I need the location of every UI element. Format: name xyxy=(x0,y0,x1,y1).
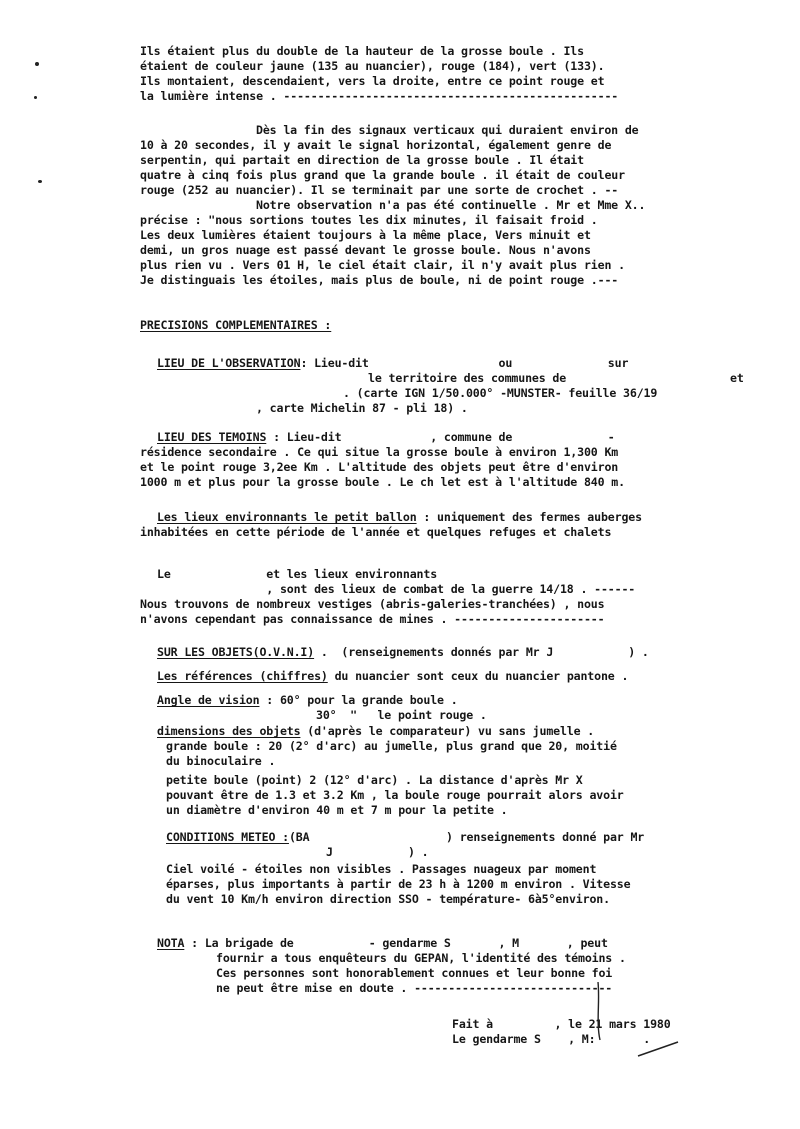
field-line-references xyxy=(157,669,628,683)
field-text: : Lieu-dit , commune de - xyxy=(266,430,615,444)
text-line: Notre observation n'a pas été continuelle . Mr et Mme X.. xyxy=(256,198,646,212)
text-line: un diamètre d'environ 40 m et 7 m pour la petite . xyxy=(166,803,508,817)
text-line: du vent 10 Km/h environ direction SSO - température- 6à5°environ. xyxy=(166,892,610,906)
field-heading: Angle de vision xyxy=(157,693,260,707)
field-line xyxy=(157,693,458,707)
signature-place-date: Fait à , le 21 mars 1980 xyxy=(452,1017,671,1031)
text-line: petite boule (point) 2 (12° d'arc) . La distance d'après Mr X xyxy=(166,773,583,787)
field-line xyxy=(157,724,594,738)
text-line: Le et les lieux environnants xyxy=(157,567,438,581)
text-line: Ils étaient plus du double de la hauteur de la grosse boule . Ils xyxy=(140,44,584,58)
text-line: , sont des lieux de combat de la guerre 14/18 . ------ xyxy=(157,582,636,596)
signature-name: Le gendarme S , M: . xyxy=(452,1032,651,1046)
field-line xyxy=(166,830,644,844)
text-line: demi, un gros nuage est passé devant le grosse boule. Nous n'avons xyxy=(140,243,591,257)
text-line: Dès la fin des signaux verticaux qui duraient environ de xyxy=(256,123,639,137)
text-line: grande boule : 20 (2° d'arc) au jumelle, plus grand que 20, moitié xyxy=(166,739,617,753)
text-line: Ils montaient, descendaient, vers la droite, entre ce point rouge et xyxy=(140,74,605,88)
text-line: inhabitées en cette période de l'année et quelques refuges et chalets xyxy=(140,525,612,539)
text-line: plus rien vu . Vers 01 H, le ciel était clair, il n'y avait plus rien . xyxy=(140,258,625,272)
text-line: le territoire des communes de et xyxy=(368,371,744,385)
field-line xyxy=(157,356,628,370)
field-heading: dimensions des objets xyxy=(157,724,301,738)
text-line: fournir a tous enquêteurs du GEPAN, l'identité des témoins . xyxy=(216,951,626,965)
field-heading: Les lieux environnants le petit ballon xyxy=(157,510,417,524)
margin-mark xyxy=(35,62,39,66)
section-title: PRECISIONS COMPLEMENTAIRES : xyxy=(140,318,332,332)
field-heading: LIEU DE L'OBSERVATION xyxy=(157,356,301,370)
text-line: n'avons cependant pas connaissance de mines . ---------------------- xyxy=(140,612,605,626)
text-line: 10 à 20 secondes, il y avait le signal horizontal, également genre de xyxy=(140,138,612,152)
text-line: Je distinguais les étoiles, mais plus de boule, ni de point rouge .--- xyxy=(140,273,619,287)
text-line: éparses, plus importants à partir de 23 h à 1200 m environ . Vitesse xyxy=(166,877,631,891)
text-line: 30° " le point rouge . xyxy=(316,708,487,722)
field-text: . (renseignements donnés par Mr J ) . xyxy=(314,645,649,659)
field-heading: CONDITIONS METEO : xyxy=(166,830,289,844)
margin-mark xyxy=(38,180,42,183)
field-text: : 60° pour la grande boule . xyxy=(259,693,458,707)
field-text: : uniquement des fermes auberges xyxy=(416,510,642,524)
field-line-objets xyxy=(157,645,649,659)
text-line: 1000 m et plus pour la grosse boule . Le ch let est à l'altitude 840 m. xyxy=(140,475,625,489)
text-line: Les deux lumières étaient toujours à la même place, Vers minuit et xyxy=(140,228,591,242)
text-line: et le point rouge 3,2ee Km . L'altitude des objets peut être d'environ xyxy=(140,460,619,474)
text-line: pouvant être de 1.3 et 3.2 Km , la boule rouge pourrait alors avoir xyxy=(166,788,624,802)
text-line: . (carte IGN 1/50.000° -MUNSTER- feuille 36/19 xyxy=(343,386,658,400)
text-line: quatre à cinq fois plus grand que la grande boule . il était de couleur xyxy=(140,168,625,182)
text-line: étaient de couleur jaune (135 au nuancier), rouge (184), vert (133). xyxy=(140,59,605,73)
field-text: : La brigade de - gendarme S , M , peut xyxy=(184,936,608,950)
text-line: rouge (252 au nuancier). Il se terminait par une sorte de crochet . -- xyxy=(140,183,619,197)
field-line xyxy=(157,430,615,444)
field-text: du nuancier sont ceux du nuancier pantone . xyxy=(327,669,629,683)
text-line: J ) . xyxy=(326,845,429,859)
text-line: , carte Michelin 87 - pli 18) . xyxy=(256,401,468,415)
field-heading: NOTA xyxy=(157,936,185,950)
field-line xyxy=(157,936,608,950)
text-line: Ciel voilé - étoiles non visibles . Passages nuageux par moment xyxy=(166,862,597,876)
text-line: ne peut être mise en doute . ----------------------------- xyxy=(216,981,613,995)
margin-mark xyxy=(34,96,37,99)
text-line: la lumière intense . ------------------------------------------------- xyxy=(140,89,619,103)
field-heading: Les références (chiffres) xyxy=(157,669,328,683)
field-heading: SUR LES OBJETS(O.V.N.I) xyxy=(157,645,315,659)
field-heading: LIEU DES TEMOINS xyxy=(157,430,267,444)
field-line xyxy=(157,510,642,524)
text-line: résidence secondaire . Ce qui situe la grosse boule à environ 1,300 Km xyxy=(140,445,619,459)
text-line: du binoculaire . xyxy=(166,754,276,768)
text-line: Ces personnes sont honorablement connues et leur bonne foi xyxy=(216,966,613,980)
field-text: (BA ) renseignements donné par Mr xyxy=(288,830,645,844)
field-text: : Lieu-dit ou sur xyxy=(300,356,629,370)
field-text: (d'après le comparateur) vu sans jumelle . xyxy=(300,724,595,738)
text-line: serpentin, qui partait en direction de la grosse boule . Il était xyxy=(140,153,584,167)
text-line: précise : "nous sortions toutes les dix minutes, il faisait froid . xyxy=(140,213,598,227)
text-line: Nous trouvons de nombreux vestiges (abris-galeries-tranchées) , nous xyxy=(140,597,605,611)
handwritten-signature xyxy=(590,982,690,1062)
